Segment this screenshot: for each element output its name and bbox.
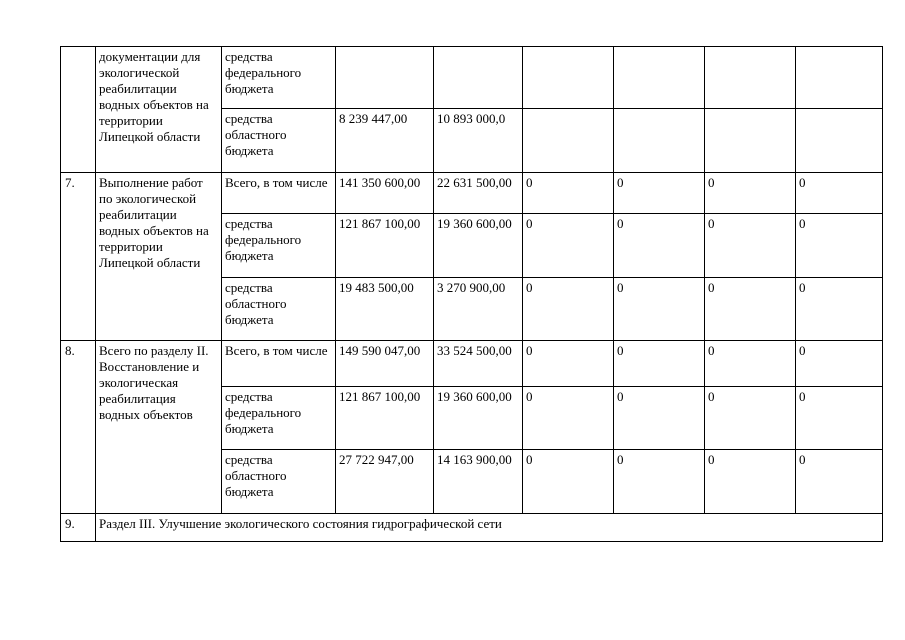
row-number-cell: 7. — [61, 173, 96, 341]
item-name-cell: документации для экологической реабилитации водных объектов на территории Липецкой области — [96, 47, 222, 173]
row-number-cell: 8. — [61, 341, 96, 514]
value-cell: 0 — [523, 450, 614, 514]
item-name-cell: Всего по разделу II. Восстановление и экологическая реабилитация водных объектов — [96, 341, 222, 514]
value-cell: 0 — [705, 341, 796, 387]
value-cell: 22 631 500,00 — [434, 173, 523, 214]
value-cell: 0 — [614, 341, 705, 387]
value-cell: 0 — [705, 450, 796, 514]
row-number-cell — [61, 47, 96, 173]
value-cell: 27 722 947,00 — [336, 450, 434, 514]
value-cell: 0 — [705, 387, 796, 450]
value-cell: 0 — [796, 341, 883, 387]
value-cell: 0 — [614, 214, 705, 278]
value-cell: 8 239 447,00 — [336, 109, 434, 173]
item-name-cell: Выполнение работ по экологической реабилитации водных объектов на территории Липецкой области — [96, 173, 222, 341]
value-cell — [705, 109, 796, 173]
value-cell: 121 867 100,00 — [336, 387, 434, 450]
funding-source-cell: средства областного бюджета — [222, 450, 336, 514]
value-cell: 0 — [614, 450, 705, 514]
value-cell — [796, 47, 883, 109]
value-cell: 14 163 900,00 — [434, 450, 523, 514]
value-cell: 0 — [705, 278, 796, 341]
value-cell: 19 360 600,00 — [434, 387, 523, 450]
value-cell — [614, 47, 705, 109]
row-number-cell: 9. — [61, 514, 96, 542]
value-cell: 149 590 047,00 — [336, 341, 434, 387]
value-cell: 0 — [614, 278, 705, 341]
value-cell: 0 — [523, 387, 614, 450]
funding-source-cell: Всего, в том числе — [222, 341, 336, 387]
section-title-cell: Раздел III. Улучшение экологического состояния гидрографической сети — [96, 514, 883, 542]
value-cell: 19 483 500,00 — [336, 278, 434, 341]
value-cell: 0 — [705, 214, 796, 278]
funding-source-cell: средства федерального бюджета — [222, 387, 336, 450]
value-cell: 121 867 100,00 — [336, 214, 434, 278]
value-cell: 3 270 900,00 — [434, 278, 523, 341]
value-cell: 0 — [523, 214, 614, 278]
value-cell: 0 — [614, 387, 705, 450]
value-cell: 141 350 600,00 — [336, 173, 434, 214]
value-cell: 0 — [796, 387, 883, 450]
value-cell: 0 — [523, 278, 614, 341]
funding-source-cell: средства федерального бюджета — [222, 47, 336, 109]
funding-source-cell: средства областного бюджета — [222, 278, 336, 341]
value-cell — [705, 47, 796, 109]
value-cell: 0 — [614, 173, 705, 214]
value-cell — [434, 47, 523, 109]
value-cell — [523, 47, 614, 109]
value-cell: 0 — [523, 173, 614, 214]
value-cell — [523, 109, 614, 173]
value-cell: 0 — [796, 450, 883, 514]
value-cell: 10 893 000,0 — [434, 109, 523, 173]
value-cell: 0 — [796, 173, 883, 214]
value-cell: 0 — [796, 214, 883, 278]
funding-source-cell: средства областного бюджета — [222, 109, 336, 173]
value-cell — [796, 109, 883, 173]
table-row — [61, 47, 883, 109]
value-cell: 0 — [796, 278, 883, 341]
value-cell — [336, 47, 434, 109]
value-cell — [614, 109, 705, 173]
funding-source-cell: Всего, в том числе — [222, 173, 336, 214]
value-cell: 0 — [523, 341, 614, 387]
value-cell: 33 524 500,00 — [434, 341, 523, 387]
budget-table — [60, 46, 883, 542]
table-row — [61, 514, 883, 542]
value-cell: 19 360 600,00 — [434, 214, 523, 278]
funding-source-cell: средства федерального бюджета — [222, 214, 336, 278]
table-row — [61, 341, 883, 387]
value-cell: 0 — [705, 173, 796, 214]
table-row — [61, 173, 883, 214]
